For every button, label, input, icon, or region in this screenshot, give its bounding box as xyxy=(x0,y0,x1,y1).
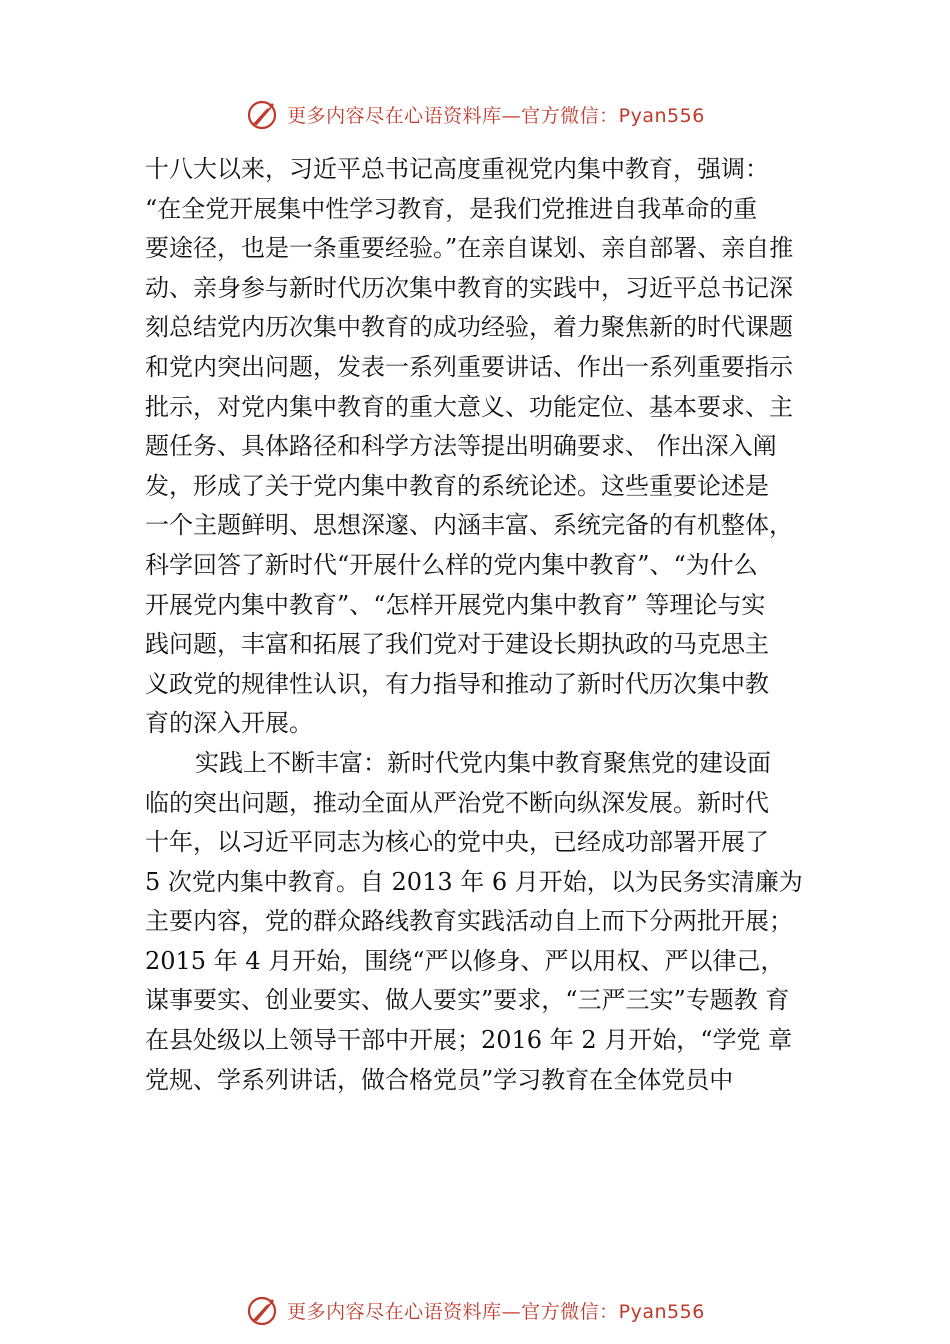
text-line: 5 次党内集中教育。自 2013 年 6 月开始，以为民务实清廉为 xyxy=(145,867,803,896)
text-line: 在县处级以上领导干部中开展；2016 年 2 月开始，“学党 章 xyxy=(145,1026,793,1055)
footer-wechat-id: Pyan556 xyxy=(618,1300,705,1323)
quill-seal-logo-icon xyxy=(245,1293,279,1327)
text-line: 义政党的规律性认识，有力指导和推动了新时代历次集中教 xyxy=(145,669,769,698)
page-header-watermark xyxy=(0,96,950,132)
quill-seal-logo-icon xyxy=(245,97,279,131)
text-line: 动、亲身参与新时代历次集中教育的实践中，习近平总书记深 xyxy=(145,273,793,302)
footer-watermark-label: 更多内容尽在心语资料库—官方微信：Pyan556 xyxy=(287,1300,705,1323)
header-wechat-id: Pyan556 xyxy=(618,104,705,127)
text-line: 2015 年 4 月开始，围绕“严以修身、严以用权、严以律己， xyxy=(145,946,785,975)
text-line: 要途径，也是一条重要经验。”在亲自谋划、亲自部署、亲自推 xyxy=(145,234,794,263)
text-line: 育的深入开展。 xyxy=(145,709,313,738)
text-line: 开展党内集中教育”、“怎样开展党内集中教育” 等理论与实 xyxy=(145,590,766,619)
text-line: 批示，对党内集中教育的重大意义、功能定位、基本要求、主 xyxy=(145,392,793,421)
text-line: 践问题，丰富和拓展了我们党对于建设长期执政的马克思主 xyxy=(145,630,769,659)
text-line: 发，形成了关于党内集中教育的系统论述。这些重要论述是 xyxy=(145,471,769,500)
text-line: 题任务、具体路径和科学方法等提出明确要求、 作出深入阐 xyxy=(145,432,777,461)
text-line: 和党内突出问题，发表一系列重要讲话、作出一系列重要指示 xyxy=(145,352,793,381)
article-body xyxy=(145,150,835,1100)
text-line: 十八大以来，习近平总书记高度重视党内集中教育，强调： xyxy=(145,155,769,183)
text-line: 十年，以习近平同志为核心的党中央，已经成功部署开展了 xyxy=(145,828,769,857)
text-line: 谋事要实、创业要实、做人要实”要求，“三严三实”专题教 育 xyxy=(145,986,790,1015)
text-line: 临的突出问题，推动全面从严治党不断向纵深发展。新时代 xyxy=(145,788,769,817)
text-line: 科学回答了新时代“开展什么样的党内集中教育”、“为什么 xyxy=(145,550,758,579)
text-line: 主要内容，党的群众路线教育实践活动自上而下分两批开展； xyxy=(145,907,793,936)
page-footer-watermark xyxy=(0,1292,950,1328)
text-line: 一个主题鲜明、思想深邃、内涵丰富、系统完备的有机整体， xyxy=(145,511,793,540)
text-line: 刻总结党内历次集中教育的成功经验，着力聚焦新的时代课题 xyxy=(145,313,793,342)
text-line: 党规、学系列讲话，做合格党员”学习教育在全体党员中 xyxy=(145,1065,734,1094)
text-line: “在全党开展集中性学习教育，是我们党推进自我革命的重 xyxy=(145,194,758,223)
paragraph-start-line: 实践上不断丰富：新时代党内集中教育聚焦党的建设面 xyxy=(195,748,771,777)
header-watermark-label: 更多内容尽在心语资料库—官方微信：Pyan556 xyxy=(287,104,705,127)
